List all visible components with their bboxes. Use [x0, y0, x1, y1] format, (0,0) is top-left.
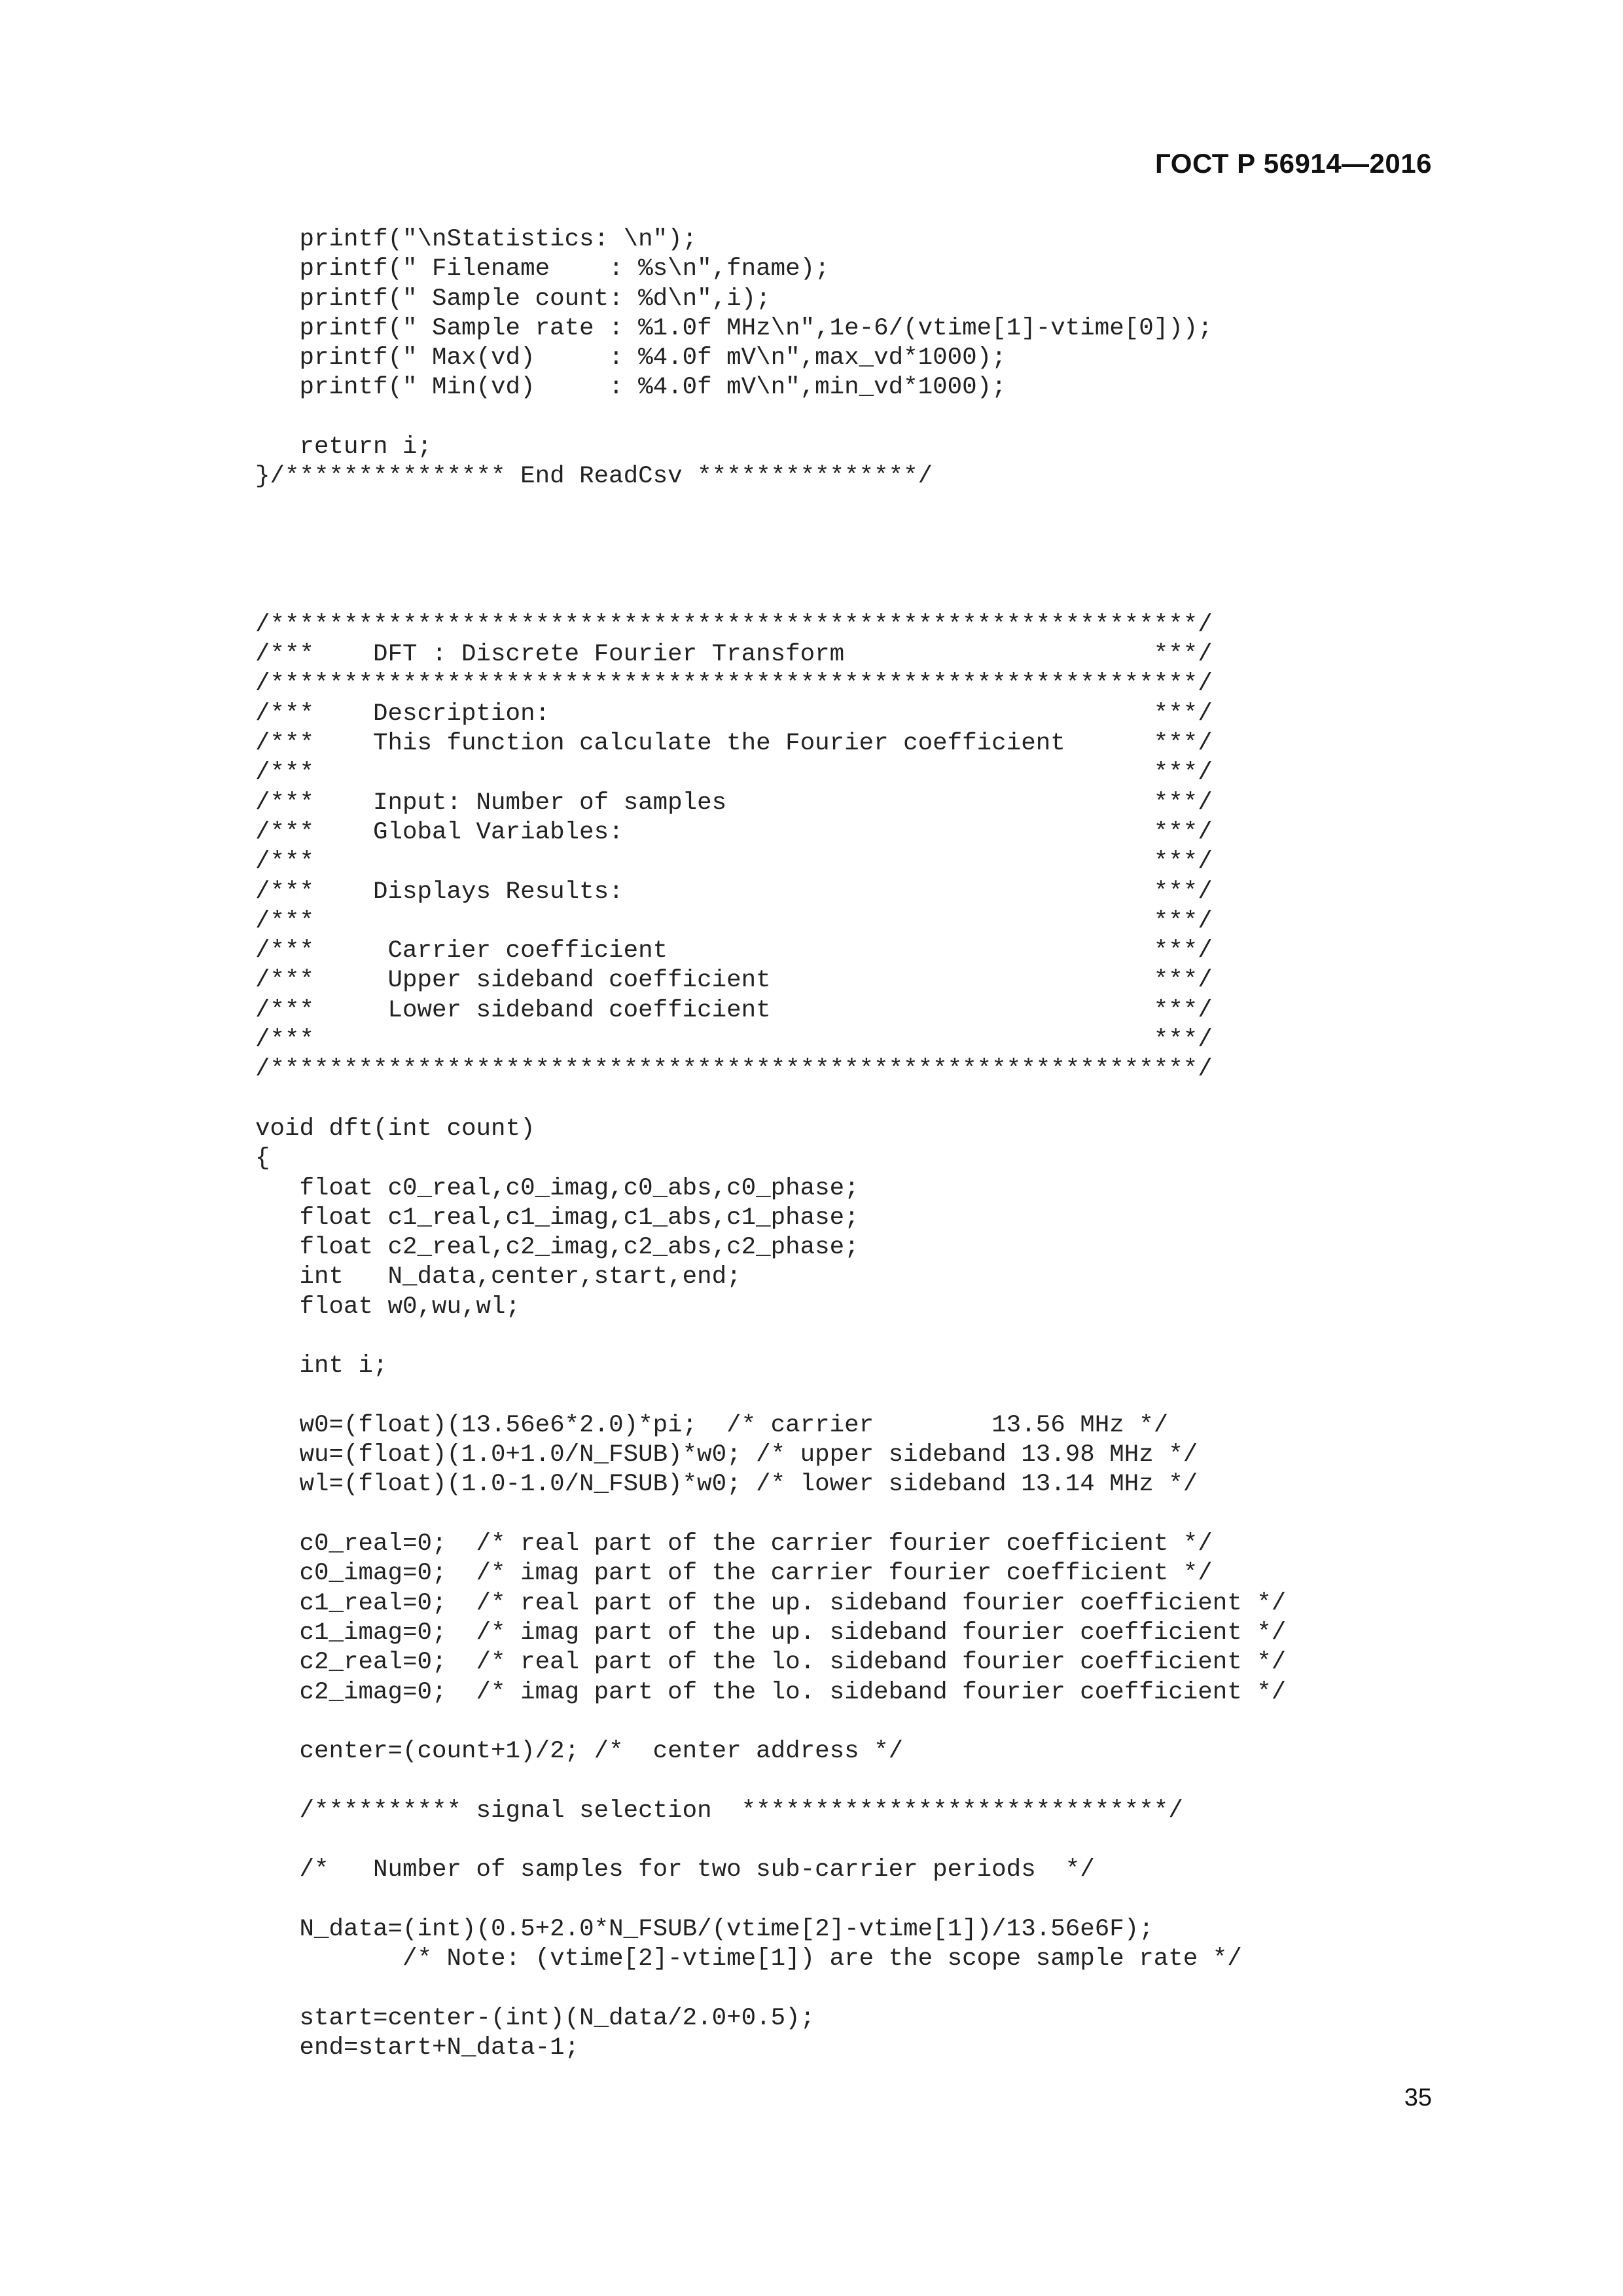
code-line — [255, 1975, 1433, 2004]
code-line: int N_data,center,start,end; — [255, 1263, 741, 1291]
code-line: /***************************************************************/ — [255, 670, 1213, 698]
code-line: c2_imag=0; /* imag part of the lo. sideband fourier coefficient */ — [255, 1678, 1287, 1706]
code-line: printf(" Sample rate : %1.0f MHz\n",1e-6/(vtime[1]-vtime[0])); — [255, 314, 1213, 342]
code-line: { — [255, 1145, 270, 1173]
code-line: /***************************************************************/ — [255, 1056, 1213, 1084]
code-line: /*** Upper sideband coefficient ***/ — [255, 967, 1213, 995]
code-line: N_data=(int)(0.5+2.0*N_FSUB/(vtime[2]-vtime[1])/13.56e6F); — [255, 1915, 1154, 1943]
code-line: /*** ***/ — [255, 759, 1213, 787]
code-line — [255, 1382, 1433, 1411]
code-line — [255, 1708, 1433, 1737]
code-line: /*** Lower sideband coefficient ***/ — [255, 996, 1213, 1024]
code-line — [255, 1322, 1433, 1352]
code-line: start=center-(int)(N_data/2.0+0.5); — [255, 2004, 815, 2032]
code-line: /*** ***/ — [255, 907, 1213, 935]
code-line: wu=(float)(1.0+1.0/N_FSUB)*w0; /* upper sideband 13.98 MHz */ — [255, 1441, 1198, 1469]
code-line: /***************************************************************/ — [255, 611, 1213, 639]
code-line: void dft(int count) — [255, 1115, 535, 1143]
code-line: wl=(float)(1.0-1.0/N_FSUB)*w0; /* lower sideband 13.14 MHz */ — [255, 1471, 1198, 1499]
code-line: /********** signal selection *****************************/ — [255, 1797, 1183, 1825]
code-line — [255, 551, 1433, 581]
code-line: /* Note: (vtime[2]-vtime[1]) are the scope sample rate */ — [255, 1945, 1242, 1973]
code-line: /*** This function calculate the Fourier coefficient ***/ — [255, 730, 1213, 758]
code-line: end=start+N_data-1; — [255, 2034, 580, 2062]
page-number: 35 — [1404, 2084, 1432, 2111]
code-line: c1_imag=0; /* imag part of the up. sideband fourier coefficient */ — [255, 1619, 1287, 1647]
code-line: /*** ***/ — [255, 1026, 1213, 1054]
code-line: printf("\nStatistics: \n"); — [255, 226, 698, 253]
code-line: c2_real=0; /* real part of the lo. sideband fourier coefficient */ — [255, 1649, 1287, 1677]
code-line: /*** Global Variables: ***/ — [255, 818, 1213, 846]
code-line — [255, 1826, 1433, 1856]
code-line: /*** Input: Number of samples ***/ — [255, 789, 1213, 817]
code-line — [255, 403, 1433, 433]
code-line — [255, 581, 1433, 611]
code-line: c0_imag=0; /* imag part of the carrier fourier coefficient */ — [255, 1560, 1213, 1588]
code-line: c1_real=0; /* real part of the up. sideband fourier coefficient */ — [255, 1589, 1287, 1617]
code-line — [255, 1500, 1433, 1530]
code-line: float c2_real,c2_imag,c2_abs,c2_phase; — [255, 1234, 859, 1262]
code-line: int i; — [255, 1352, 388, 1380]
code-line: printf(" Max(vd) : %4.0f mV\n",max_vd*1000); — [255, 344, 1007, 372]
code-line: /*** DFT : Discrete Fourier Transform ***/ — [255, 641, 1213, 669]
code-line: /*** Displays Results: ***/ — [255, 878, 1213, 906]
code-line: }/*************** End ReadCsv ***************/ — [255, 463, 933, 491]
code-line — [255, 522, 1433, 551]
code-line: /*** Description: ***/ — [255, 700, 1213, 728]
code-line: /* Number of samples for two sub-carrier periods */ — [255, 1856, 1095, 1884]
code-line: return i; — [255, 433, 433, 461]
code-line: printf(" Min(vd) : %4.0f mV\n",min_vd*1000); — [255, 374, 1007, 402]
code-line: printf(" Filename : %s\n",fname); — [255, 255, 830, 283]
code-listing — [255, 225, 1433, 2063]
standard-header: ГОСТ Р 56914—2016 — [1155, 148, 1432, 179]
code-line: float w0,wu,wl; — [255, 1293, 521, 1321]
code-line: float c1_real,c1_imag,c1_abs,c1_phase; — [255, 1204, 859, 1232]
code-line: /*** ***/ — [255, 848, 1213, 876]
code-line: /*** Carrier coefficient ***/ — [255, 937, 1213, 965]
code-line: center=(count+1)/2; /* center address */ — [255, 1738, 904, 1766]
code-line: printf(" Sample count: %d\n",i); — [255, 285, 771, 313]
code-line: float c0_real,c0_imag,c0_abs,c0_phase; — [255, 1174, 859, 1202]
code-line — [255, 1886, 1433, 1915]
code-line — [255, 1085, 1433, 1115]
code-line — [255, 492, 1433, 522]
code-line — [255, 1767, 1433, 1796]
code-line: w0=(float)(13.56e6*2.0)*pi; /* carrier 13.56 MHz */ — [255, 1411, 1169, 1439]
code-line: c0_real=0; /* real part of the carrier fourier coefficient */ — [255, 1530, 1213, 1558]
